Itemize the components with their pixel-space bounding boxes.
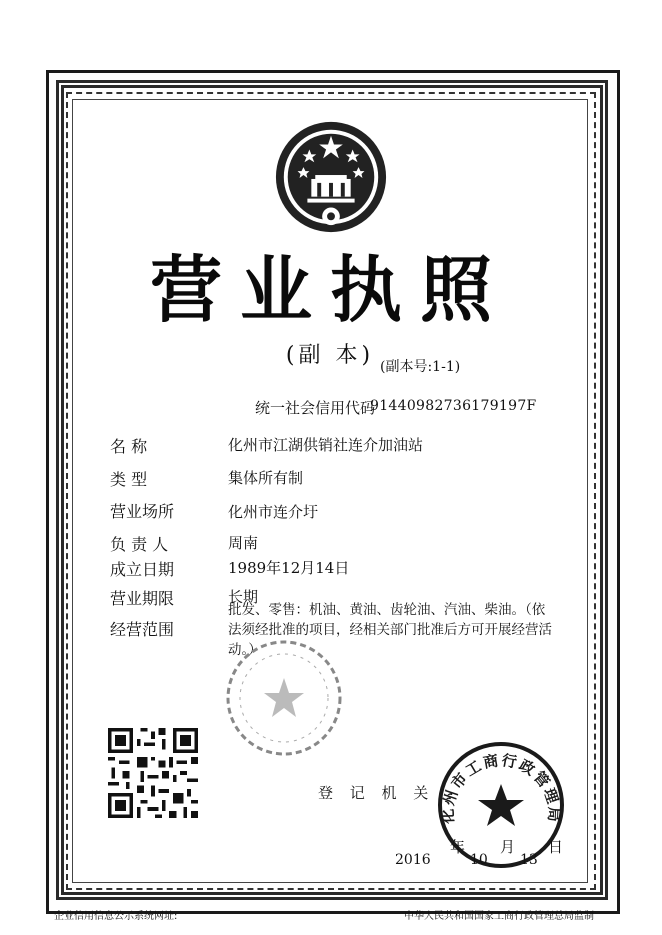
qr-code-icon[interactable] — [108, 728, 198, 818]
field-value-established: 1989年12月14日 — [228, 559, 350, 577]
copy-number: (副本号:1-1) — [380, 359, 461, 375]
credit-code-label: 统一社会信用代码 — [255, 399, 376, 417]
day-label: 日 — [548, 838, 564, 856]
year-label: 年 — [450, 838, 466, 856]
field-value-responsible: 周南 — [228, 534, 259, 552]
registration-year: 2016 — [395, 852, 431, 868]
registration-month: 10 — [470, 852, 488, 868]
footer-supervisor: 中华人民共和国国家工商行政管理总局监制 — [404, 911, 594, 922]
field-label-premises: 营业场所 — [110, 502, 175, 521]
field-value-name: 化州市江湖供销社连介加油站 — [228, 436, 424, 454]
field-label-established: 成立日期 — [110, 560, 175, 579]
faint-seal-icon — [224, 638, 344, 758]
credit-code-value: 91440982736179197F — [370, 398, 537, 414]
field-label-type: 类 型 — [110, 470, 148, 489]
national-emblem-icon — [272, 118, 390, 236]
seal-text: 化州市工商行政管理局 — [438, 751, 564, 825]
registration-day: 13 — [520, 852, 538, 868]
field-label-responsible: 负 责 人 — [110, 535, 169, 554]
field-value-premises: 化州市连介圩 — [228, 503, 319, 521]
field-value-term: 长期 — [228, 588, 259, 606]
field-label-name: 名 称 — [110, 437, 148, 456]
field-label-scope: 经营范围 — [110, 620, 175, 639]
footer-website-label: 企业信用信息公示系统网址: — [54, 911, 178, 922]
field-value-type: 集体所有制 — [228, 469, 304, 487]
business-scope-text: 批发、零售：机油、黄油、齿轮油、汽油、柴油。（依法须经批准的项目，经相关部门批准后方可开展经营活动。） — [228, 602, 552, 658]
month-label: 月 — [500, 838, 516, 856]
registration-authority-label: 登 记 机 关 — [318, 784, 435, 802]
copy-subtitle: (副 本) — [285, 343, 375, 368]
certificate-title: 营业执照 — [149, 248, 510, 332]
field-label-term: 营业期限 — [110, 589, 175, 608]
